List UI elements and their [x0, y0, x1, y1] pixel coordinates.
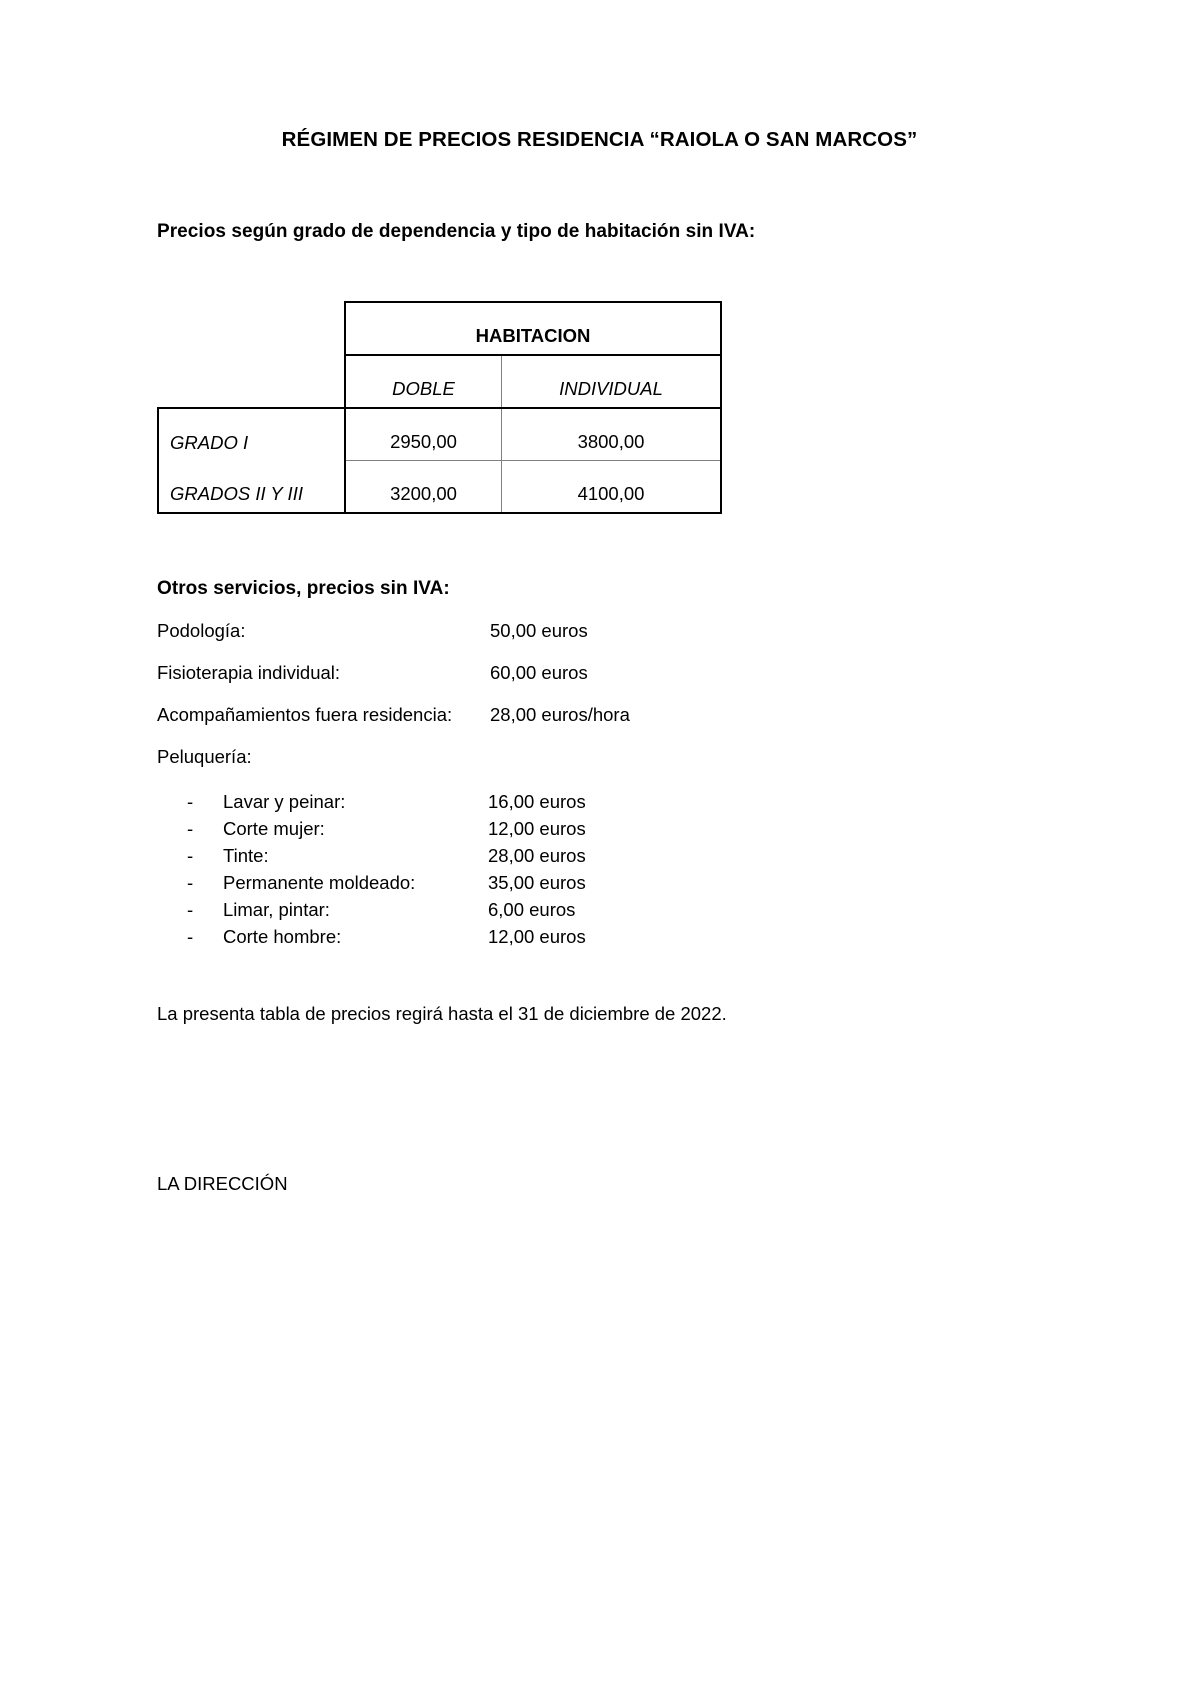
list-item-price: 6,00 euros — [488, 899, 576, 920]
row-label-grado-i — [158, 408, 345, 461]
closing-paragraph: La presenta tabla de precios regirá hasta el 31 de diciembre de 2022. — [157, 1003, 727, 1024]
column-header-individual-label: INDIVIDUAL — [559, 378, 663, 399]
empty-corner-cell — [158, 302, 345, 355]
list-item-name: Permanente moldeado: — [223, 872, 416, 893]
service-row-fisioterapia — [157, 662, 588, 684]
service-name: Acompañamientos fuera residencia: — [157, 704, 453, 725]
column-header-doble-label: DOBLE — [392, 378, 455, 399]
bullet-dash-icon: - — [187, 791, 194, 812]
table-row — [158, 461, 721, 514]
service-row-podologia — [157, 620, 588, 642]
list-item-name: Corte mujer: — [223, 818, 325, 839]
cell-grados-ii-iii-individual-value: 4100,00 — [577, 483, 645, 504]
list-item — [187, 869, 586, 896]
table-row — [158, 408, 721, 461]
cell-grados-ii-iii-doble-value: 3200,00 — [390, 483, 457, 504]
list-item-price: 12,00 euros — [488, 818, 586, 839]
cell-grados-ii-iii-doble — [345, 461, 502, 514]
column-header-doble — [345, 355, 502, 408]
list-item-price: 28,00 euros — [488, 845, 586, 866]
cell-grado-i-doble-value: 2950,00 — [390, 431, 457, 452]
empty-corner-cell-2 — [158, 355, 345, 408]
peluqueria-list — [187, 788, 586, 950]
list-item-price: 12,00 euros — [488, 926, 586, 947]
list-item-name: Lavar y peinar: — [223, 791, 346, 812]
prices-section-heading: Precios según grado de dependencia y tipo de habitación sin IVA: — [157, 221, 756, 242]
list-item-name: Limar, pintar: — [223, 899, 330, 920]
bullet-dash-icon: - — [187, 818, 194, 839]
list-item — [187, 788, 586, 815]
list-item — [187, 896, 586, 923]
row-label-grados-ii-iii-text: GRADOS II Y III — [170, 483, 303, 504]
habitacion-header-label: HABITACION — [475, 325, 591, 346]
service-row-acompanamientos — [157, 704, 630, 726]
list-item-price: 35,00 euros — [488, 872, 586, 893]
list-item — [187, 815, 586, 842]
bullet-dash-icon: - — [187, 926, 194, 947]
bullet-dash-icon: - — [187, 899, 194, 920]
service-price: 28,00 euros/hora — [490, 704, 630, 725]
page-title: RÉGIMEN DE PRECIOS RESIDENCIA “RAIOLA O SAN MARCOS” — [281, 128, 918, 151]
peluqueria-label: Peluquería: — [157, 746, 252, 767]
habitacion-header-cell — [345, 302, 721, 355]
list-item-price: 16,00 euros — [488, 791, 586, 812]
bullet-dash-icon: - — [187, 845, 194, 866]
cell-grado-i-individual — [502, 408, 722, 461]
service-price: 60,00 euros — [490, 662, 588, 683]
otros-servicios-heading: Otros servicios, precios sin IVA: — [157, 578, 450, 599]
list-item — [187, 923, 586, 950]
signature-line: LA DIRECCIÓN — [157, 1173, 288, 1194]
row-label-grados-ii-iii — [158, 461, 345, 514]
table-row-group-header — [158, 302, 721, 355]
service-price: 50,00 euros — [490, 620, 588, 641]
service-name: Fisioterapia individual: — [157, 662, 341, 683]
price-table — [157, 301, 722, 514]
list-item — [187, 842, 586, 869]
cell-grados-ii-iii-individual — [502, 461, 722, 514]
service-name: Podología: — [157, 620, 246, 641]
row-label-grado-i-text: GRADO I — [170, 431, 249, 453]
bullet-dash-icon: - — [187, 872, 194, 893]
cell-grado-i-individual-value: 3800,00 — [577, 431, 645, 452]
table-row-column-headers — [158, 355, 721, 408]
column-header-individual — [502, 355, 722, 408]
cell-grado-i-doble — [345, 408, 502, 461]
list-item-name: Tinte: — [223, 845, 269, 866]
list-item-name: Corte hombre: — [223, 926, 342, 947]
